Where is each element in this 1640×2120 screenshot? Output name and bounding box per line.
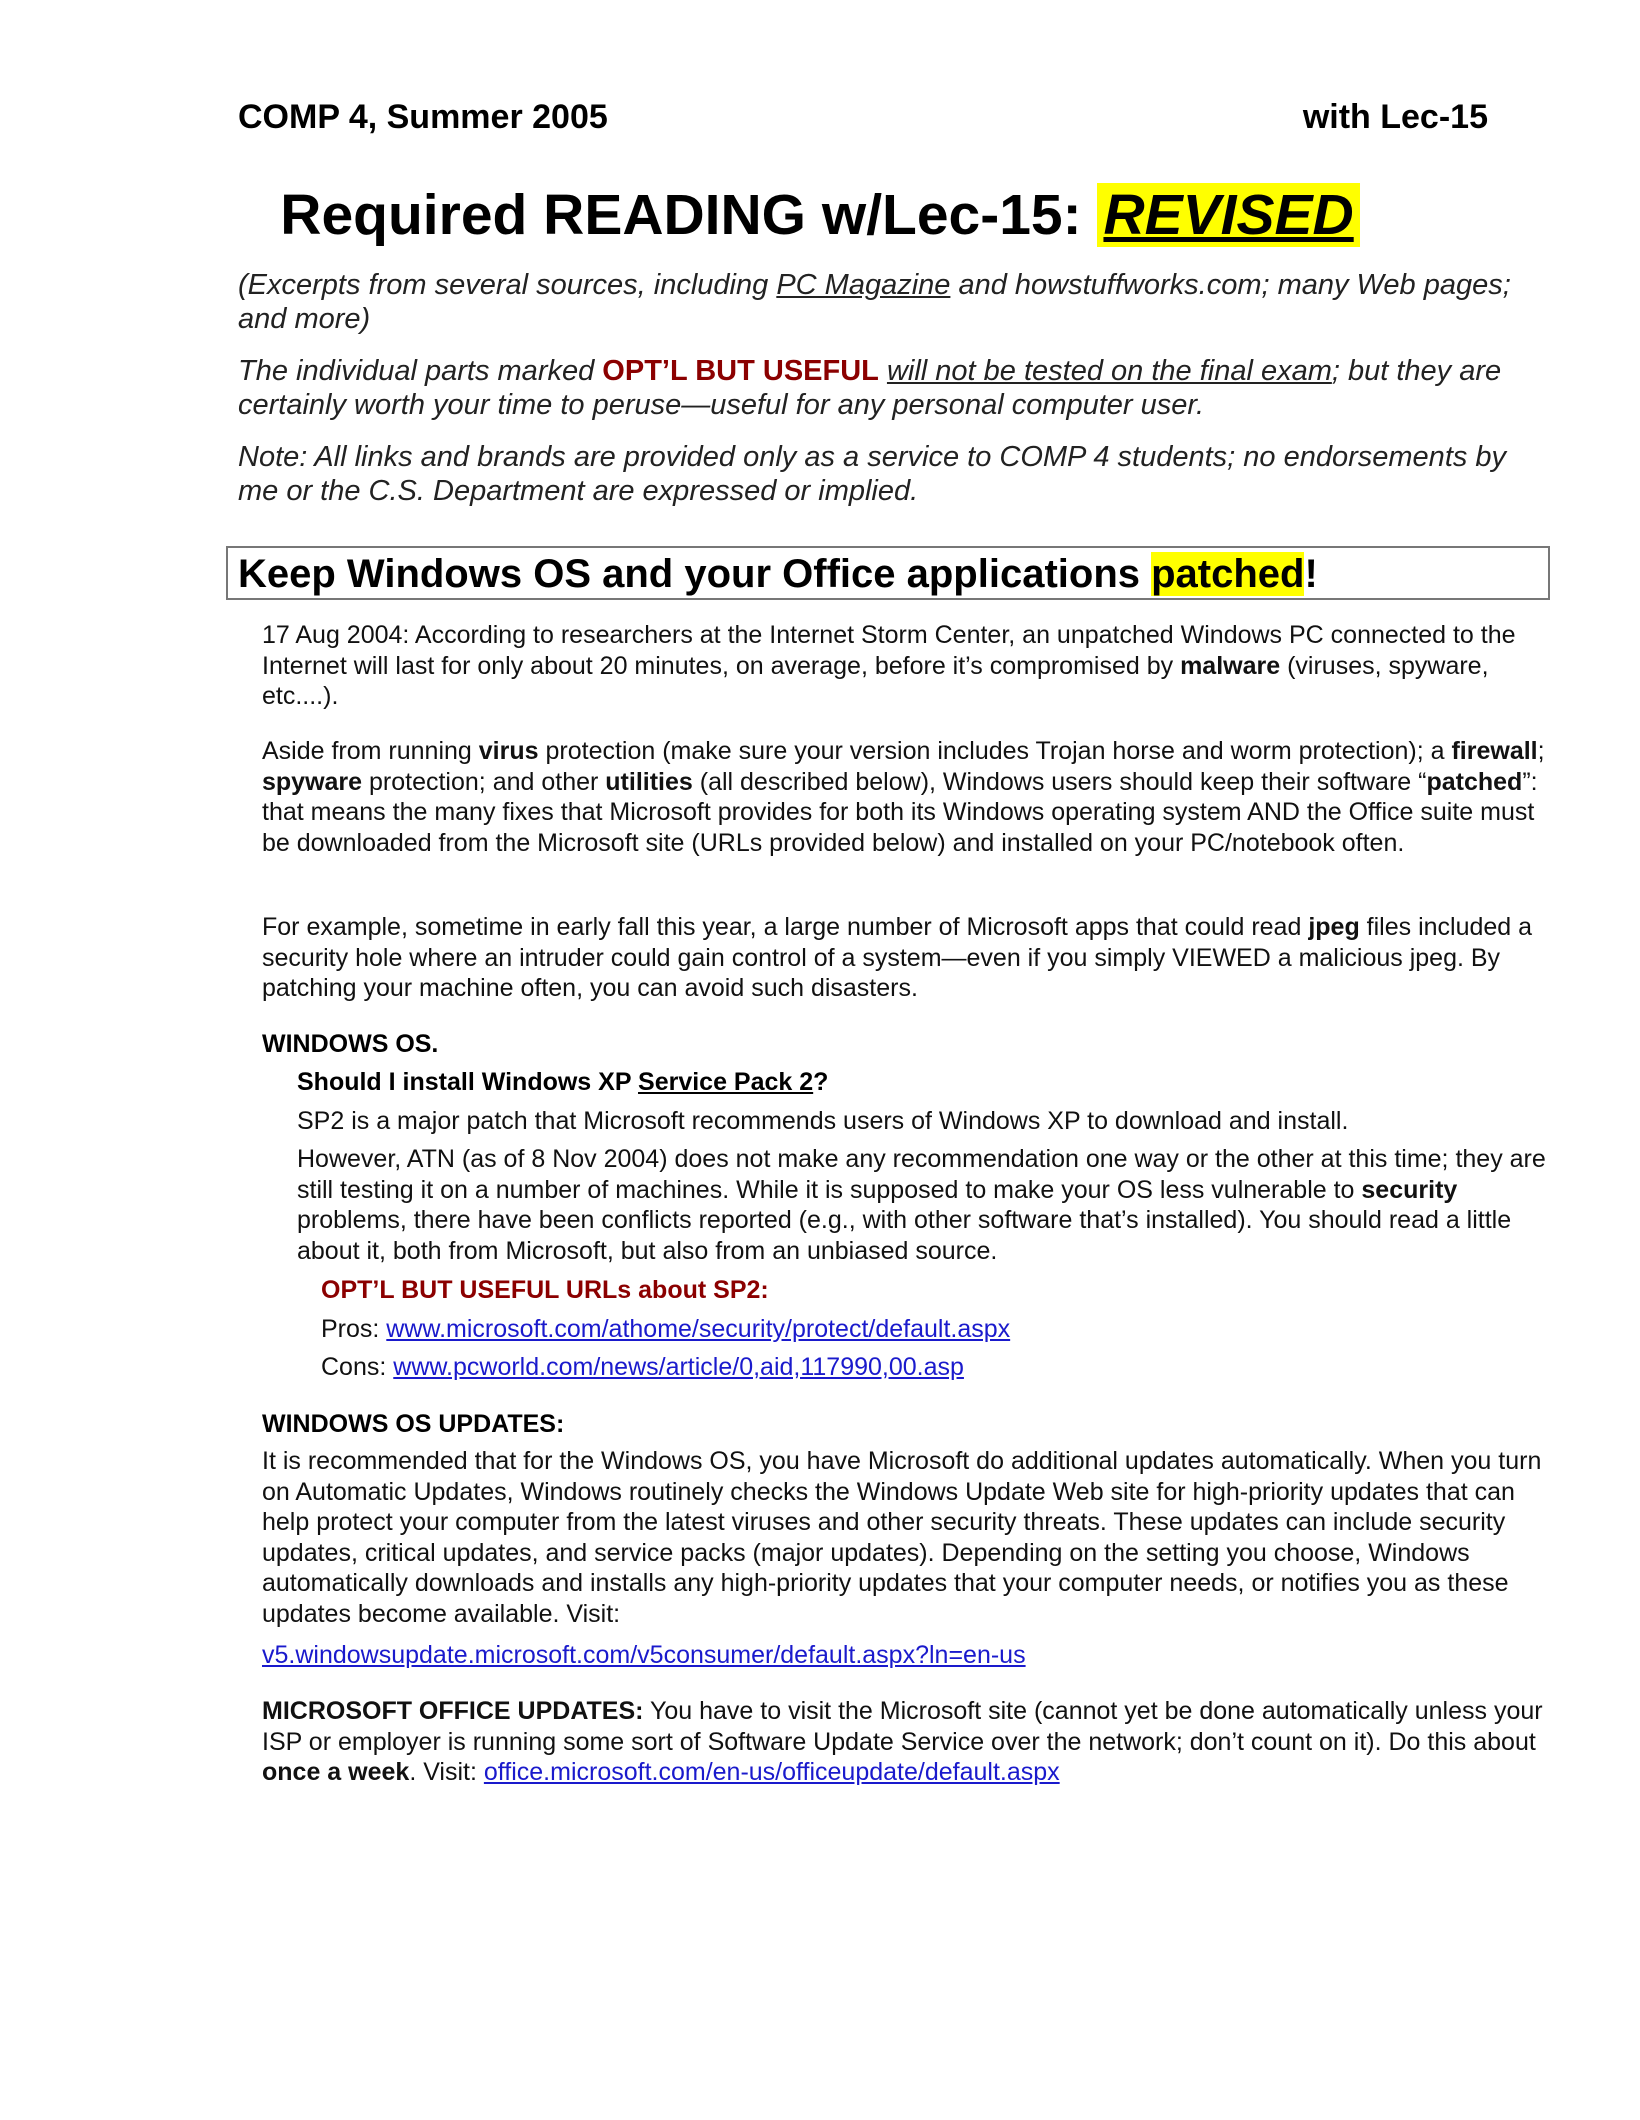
security-term: security — [1361, 1175, 1458, 1204]
optional-note — [238, 354, 1528, 422]
office-updates-paragraph — [262, 1696, 1552, 1788]
revised-badge: REVISED — [1097, 183, 1359, 247]
windows-update-link[interactable]: v5.windowsupdate.microsoft.com/v5consumer/default.aspx?ln=en-us — [262, 1641, 1026, 1669]
sp2-question-text: Should I install Windows XP — [297, 1068, 639, 1096]
p2-text-f: ”: that means the many fixes that Microsoft provides for both its Windows operating system AND the Office suite must be downloaded from the Microsoft site (URLs provided below) and installed on your PC/notebook often. — [262, 767, 1538, 857]
optional-tag: OPT’L BUT USEFUL — [602, 355, 879, 387]
p2-text-d: protection; and other — [362, 767, 606, 796]
p1-text: 17 Aug 2004: According to researchers at the Internet Storm Center, an unpatched Windows PC connected to the Internet will last for only about 20 minutes, on average, before it’s compromised by — [262, 621, 1516, 680]
virus-term: virus — [478, 737, 539, 765]
paragraph-jpeg-example — [262, 912, 1552, 1004]
sources-text-end: and howstuffworks.com; many Web pages; and more) — [238, 269, 1511, 335]
course-header: COMP 4, Summer 2005 — [238, 98, 608, 136]
optional-note-end: ; but they are certainly worth your time to peruse—useful for any personal computer user. — [238, 355, 1502, 421]
title-text: Required READING w/Lec-15: — [280, 183, 1098, 247]
paragraph-storm-center — [262, 620, 1552, 712]
optional-note-text: The individual parts marked — [238, 355, 603, 387]
p1-text-end: (viruses, spyware, etc....). — [262, 651, 1489, 710]
sources-text: (Excerpts from several sources, including — [238, 269, 777, 301]
windows-os-heading: WINDOWS OS. — [262, 1030, 439, 1058]
patched-term: patched — [1426, 767, 1523, 796]
windows-update-link-line — [262, 1640, 1552, 1671]
optional-sp2-urls-heading: OPT’L BUT USEFUL URLs about SP2: — [321, 1276, 769, 1304]
pros-link[interactable]: www.microsoft.com/athome/security/protect/default.aspx — [386, 1315, 1011, 1343]
section-title-text: Keep Windows OS and your Office applications — [238, 552, 1152, 596]
patched-highlight: patched — [1151, 552, 1305, 596]
cons-label: Cons: — [321, 1353, 394, 1381]
optional-space — [879, 355, 887, 387]
service-pack-2-term: Service Pack 2 — [638, 1068, 814, 1096]
sp2-question-mark: ? — [813, 1068, 829, 1096]
malware-term: malware — [1180, 651, 1281, 680]
sp2-description: SP2 is a major patch that Microsoft recommends users of Windows XP to download and install. — [297, 1107, 1349, 1135]
p3-text-b: files included a security hole where an intruder could gain control of a system—even if you simply VIEWED a malicious jpeg. By patching your machine often, you can avoid such disasters. — [262, 913, 1533, 1002]
disclaimer-note: Note: All links and brands are provided only as a service to COMP 4 students; no endorsements by me or the C.S. Department are expressed or implied. — [238, 441, 1507, 507]
paragraph-protection — [262, 736, 1552, 858]
sp2-atn-note — [297, 1144, 1547, 1266]
p2-text-e: (all described below), Windows users should keep their software “ — [692, 767, 1427, 796]
sources-note — [238, 268, 1528, 336]
cons-link[interactable]: www.pcworld.com/news/article/0,aid,117990,00.asp — [393, 1353, 964, 1381]
sp2-atn-text: However, ATN (as of 8 Nov 2004) does not make any recommendation one way or the other at this time; they are still testing it on a number of machines. While it is supposed to make your OS less vulnerable to — [297, 1145, 1546, 1204]
windows-updates-text: It is recommended that for the Windows OS, you have Microsoft do additional updates automatically. When you turn on Automatic Updates, Windows routinely checks the Windows Update Web site for high-priority updates that can help protect your computer from the latest viruses and other security threats. These updates can include security updates, critical updates, and service packs (major updates). Depending on the setting you choose, Windows automatically downloads and installs any high-priority updates that your computer needs, or notifies you as these updates become available. Visit: — [262, 1447, 1542, 1628]
not-tested-text: will not be tested on the final exam — [886, 355, 1332, 387]
office-update-link[interactable]: office.microsoft.com/en-us/officeupdate/default.aspx — [483, 1758, 1060, 1786]
office-updates-heading: MICROSOFT OFFICE UPDATES: — [262, 1697, 644, 1725]
utilities-term: utilities — [605, 767, 693, 796]
cons-line — [321, 1352, 1611, 1383]
page-title — [0, 182, 1640, 248]
lecture-header: with Lec-15 — [1302, 98, 1488, 136]
jpeg-term: jpeg — [1308, 913, 1360, 941]
sp2-question-heading — [297, 1068, 828, 1097]
pros-line — [321, 1314, 1611, 1345]
windows-updates-heading: WINDOWS OS UPDATES: — [262, 1410, 565, 1438]
p2-text-a: Aside from running — [262, 737, 479, 765]
office-text-b: . Visit: — [409, 1758, 484, 1786]
office-text-a: You have to visit the Microsoft site (cannot yet be done automatically unless your ISP or employer is running some sort of Software Update Service over the network; don’t count on it). Do this about — [262, 1697, 1543, 1756]
once-a-week-term: once a week — [262, 1758, 410, 1786]
section-title-end: ! — [1304, 552, 1318, 596]
p3-text-a: For example, sometime in early fall this year, a large number of Microsoft apps that could read — [262, 913, 1309, 941]
firewall-term: firewall — [1451, 737, 1538, 765]
section-title — [238, 552, 1318, 597]
pros-label: Pros: — [321, 1315, 387, 1343]
sp2-atn-text-end: problems, there have been conflicts reported (e.g., with other software that’s installed). You should read a little about it, both from Microsoft, but also from an unbiased source. — [297, 1206, 1512, 1265]
p2-text-c: ; — [1537, 737, 1545, 765]
spyware-term: spyware — [262, 767, 363, 796]
pc-magazine-ref: PC Magazine — [776, 269, 951, 301]
p2-text-b: protection (make sure your version includes Trojan horse and worm protection); a — [538, 737, 1452, 765]
